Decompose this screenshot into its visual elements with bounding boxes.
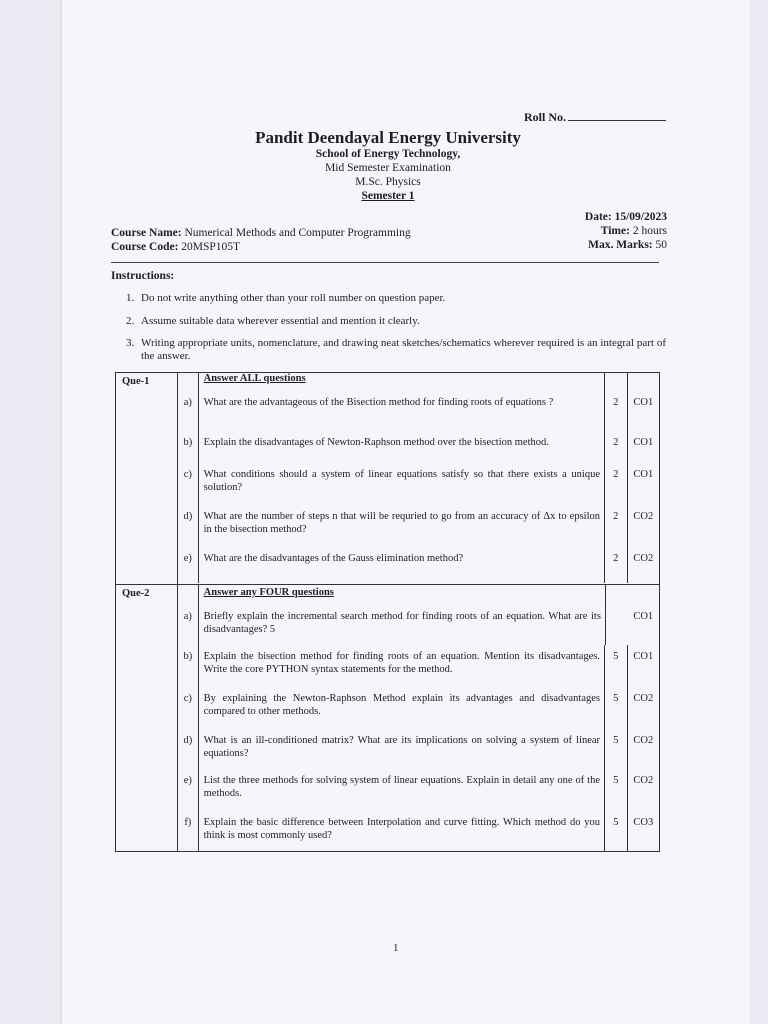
- part-text: List the three methods for solving system of linear equations. Explain in detail any one of the methods.: [199, 771, 605, 813]
- question-part: [178, 689, 659, 731]
- part-label: c): [178, 689, 199, 731]
- part-text: What are the advantageous of the Bisection method for finding roots of equations ?: [199, 393, 605, 433]
- part-marks: 5: [605, 813, 628, 851]
- part-co: CO2: [633, 511, 654, 522]
- part-marks: 5: [605, 731, 628, 771]
- question-heading: Answer ALL questions: [199, 373, 605, 393]
- part-label: d): [178, 507, 199, 547]
- part-label: c): [178, 467, 199, 507]
- part-text: Explain the bisection method for finding roots of an equation. Mention its disadvantages. Write the core PYTHON syntax statements for the method.: [199, 645, 605, 689]
- part-text: By explaining the Newton-Raphson Method explain its advantages and disadvantages compared to other methods.: [199, 689, 605, 731]
- part-label: a): [178, 605, 199, 645]
- exam-time: Time: 2 hours: [600, 225, 667, 237]
- part-marks: 2: [605, 467, 628, 507]
- program-name: M.Sc. Physics: [355, 176, 421, 188]
- part-marks: 5: [605, 771, 628, 813]
- part-marks: 2: [605, 507, 628, 547]
- course-name: Course Name: Numerical Methods and Computer Programming: [111, 227, 411, 239]
- part-co: CO1: [633, 469, 654, 480]
- question-part: [178, 645, 659, 689]
- question-block: [178, 373, 659, 583]
- roll-no: [524, 110, 666, 125]
- part-text: Explain the disadvantages of Newton-Raphson method over the bisection method.: [199, 433, 605, 467]
- semester: Semester 1: [361, 190, 415, 202]
- part-co: CO1: [633, 397, 654, 408]
- part-co: CO1: [633, 651, 654, 662]
- part-label: d): [178, 731, 199, 771]
- question-part: [178, 393, 659, 433]
- part-label: e): [178, 771, 199, 813]
- part-co: CO1: [633, 611, 654, 622]
- question-part: [178, 433, 659, 467]
- instruction-item: 1. Do not write anything other than your roll number on question paper.: [126, 292, 446, 304]
- question-part: [178, 547, 659, 583]
- question-id: Que-1: [116, 373, 178, 585]
- instruction-item: 2. Assume suitable data wherever essential and mention it clearly.: [126, 315, 420, 327]
- part-marks: 2: [605, 433, 628, 467]
- question-part: [178, 507, 659, 547]
- header-divider: [111, 262, 659, 263]
- part-marks: 5: [605, 645, 628, 689]
- school-name: School of Energy Technology,: [315, 148, 461, 160]
- roll-no-label: Roll No.: [524, 110, 566, 124]
- roll-no-line: [568, 120, 666, 121]
- question-block: [178, 585, 659, 851]
- part-label: b): [178, 645, 199, 689]
- exam-date: Date: 15/09/2023: [584, 211, 667, 223]
- part-text: What are the disadvantages of the Gauss elimination method?: [199, 547, 605, 583]
- instructions-heading: Instructions:: [111, 270, 175, 282]
- question-part: [178, 813, 659, 851]
- part-marks: 2: [605, 393, 628, 433]
- part-co: CO2: [633, 553, 654, 564]
- part-label: a): [178, 393, 199, 433]
- part-marks: [606, 605, 628, 645]
- part-label: e): [178, 547, 199, 583]
- part-text: What conditions should a system of linear equations satisfy so that there exists a unique solution?: [199, 467, 605, 507]
- part-co: CO2: [633, 735, 654, 746]
- part-label: b): [178, 433, 199, 467]
- part-text: Briefly explain the incremental search method for finding roots of an equation. What are its disadvantages? 5: [199, 605, 606, 645]
- exam-name: Mid Semester Examination: [325, 162, 451, 174]
- part-text: Explain the basic difference between Interpolation and curve fitting. Which method do you think is most commonly used?: [199, 813, 605, 851]
- part-marks: 5: [605, 689, 628, 731]
- question-table: [115, 372, 660, 852]
- question-heading: Answer any FOUR questions: [199, 585, 606, 605]
- max-marks: Max. Marks: 50: [588, 239, 667, 251]
- course-code: Course Code: 20MSP105T: [111, 241, 241, 253]
- part-text: What is an ill-conditioned matrix? What are its implications on solving a system of linear equations?: [199, 731, 605, 771]
- question-part: [178, 467, 659, 507]
- question-id: Que-2: [116, 585, 178, 852]
- part-text: What are the number of steps n that will be requried to go from an accuracy of Δx to epsilon in the bisection method?: [199, 507, 605, 547]
- question-part: [178, 605, 659, 645]
- part-co: CO3: [633, 817, 654, 828]
- part-co: CO2: [633, 693, 654, 704]
- part-co: CO2: [633, 775, 654, 786]
- part-co: CO1: [633, 437, 654, 448]
- university-name: Pandit Deendayal Energy University: [255, 128, 521, 147]
- instruction-item: 3. Writing appropriate units, nomenclature, and drawing neat sketches/schematics wherever required is an integral part of the answer.: [126, 337, 666, 362]
- part-label: f): [178, 813, 199, 851]
- question-part: [178, 731, 659, 771]
- part-marks: 2: [605, 547, 628, 583]
- question-part: [178, 771, 659, 813]
- page-number: 1: [393, 942, 399, 954]
